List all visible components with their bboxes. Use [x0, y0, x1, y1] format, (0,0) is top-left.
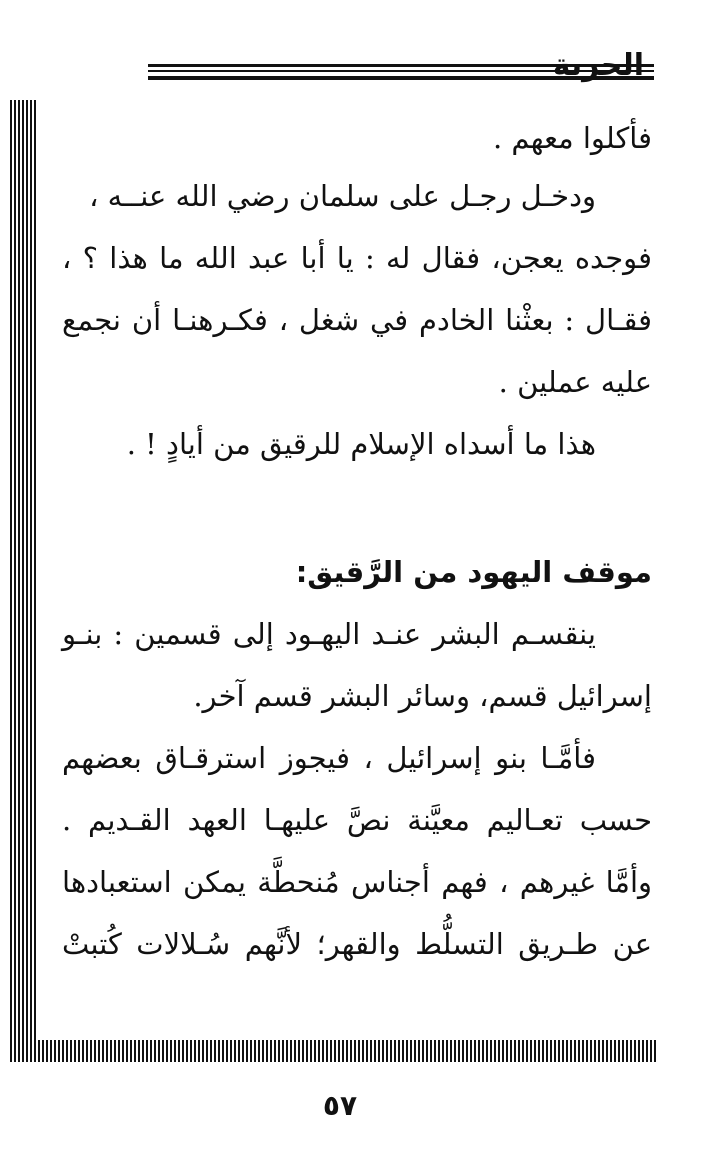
- header-rule: [148, 64, 654, 67]
- text-line: فأكلوا معهم .: [493, 121, 652, 155]
- header-rule: [148, 76, 654, 80]
- text-line: ينقسـم البشر عنـد اليهـود إلى قسمين : بنـو: [62, 617, 596, 651]
- header-rule: [148, 70, 654, 72]
- page-number: ٥٧: [322, 1089, 358, 1122]
- text-line: فأمَّـا بنو إسرائيل ، فيجوز استرقـاق بعضهم: [62, 741, 596, 775]
- text-line: وأمَّا غيرهم ، فهم أجناس مُنحطَّة يمكن استعبادها: [62, 865, 652, 899]
- decorative-border-left: [10, 100, 38, 1062]
- text-line: عليه عملين .: [498, 365, 652, 399]
- text-line: ودخـل رجـل على سلمان رضي الله عنــه ،: [89, 179, 596, 213]
- text-line: هذا ما أسداه الإسلام للرقيق من أيادٍ ! .: [126, 427, 596, 461]
- text-line: عن طـريق التسلُّط والقهر؛ لأنَّهم سُـلالات كُتبتْ: [62, 927, 652, 961]
- section-heading: موقف اليهود من الرَّقيق:: [295, 555, 652, 589]
- decorative-border-bottom: [10, 1040, 658, 1062]
- text-line: فقـال : بعثْنا الخادم في شغل ، فكـرهنـا أن نجمع: [62, 303, 652, 337]
- text-line: فوجده يعجن، فقال له : يا أبا عبد الله ما هذا ؟ ،: [62, 241, 652, 275]
- text-line: حسب تعـاليم معيَّنة نصَّ عليهـا العهد القـديم .: [62, 803, 652, 837]
- text-line: إسرائيل قسم، وسائر البشر قسم آخر.: [193, 679, 652, 713]
